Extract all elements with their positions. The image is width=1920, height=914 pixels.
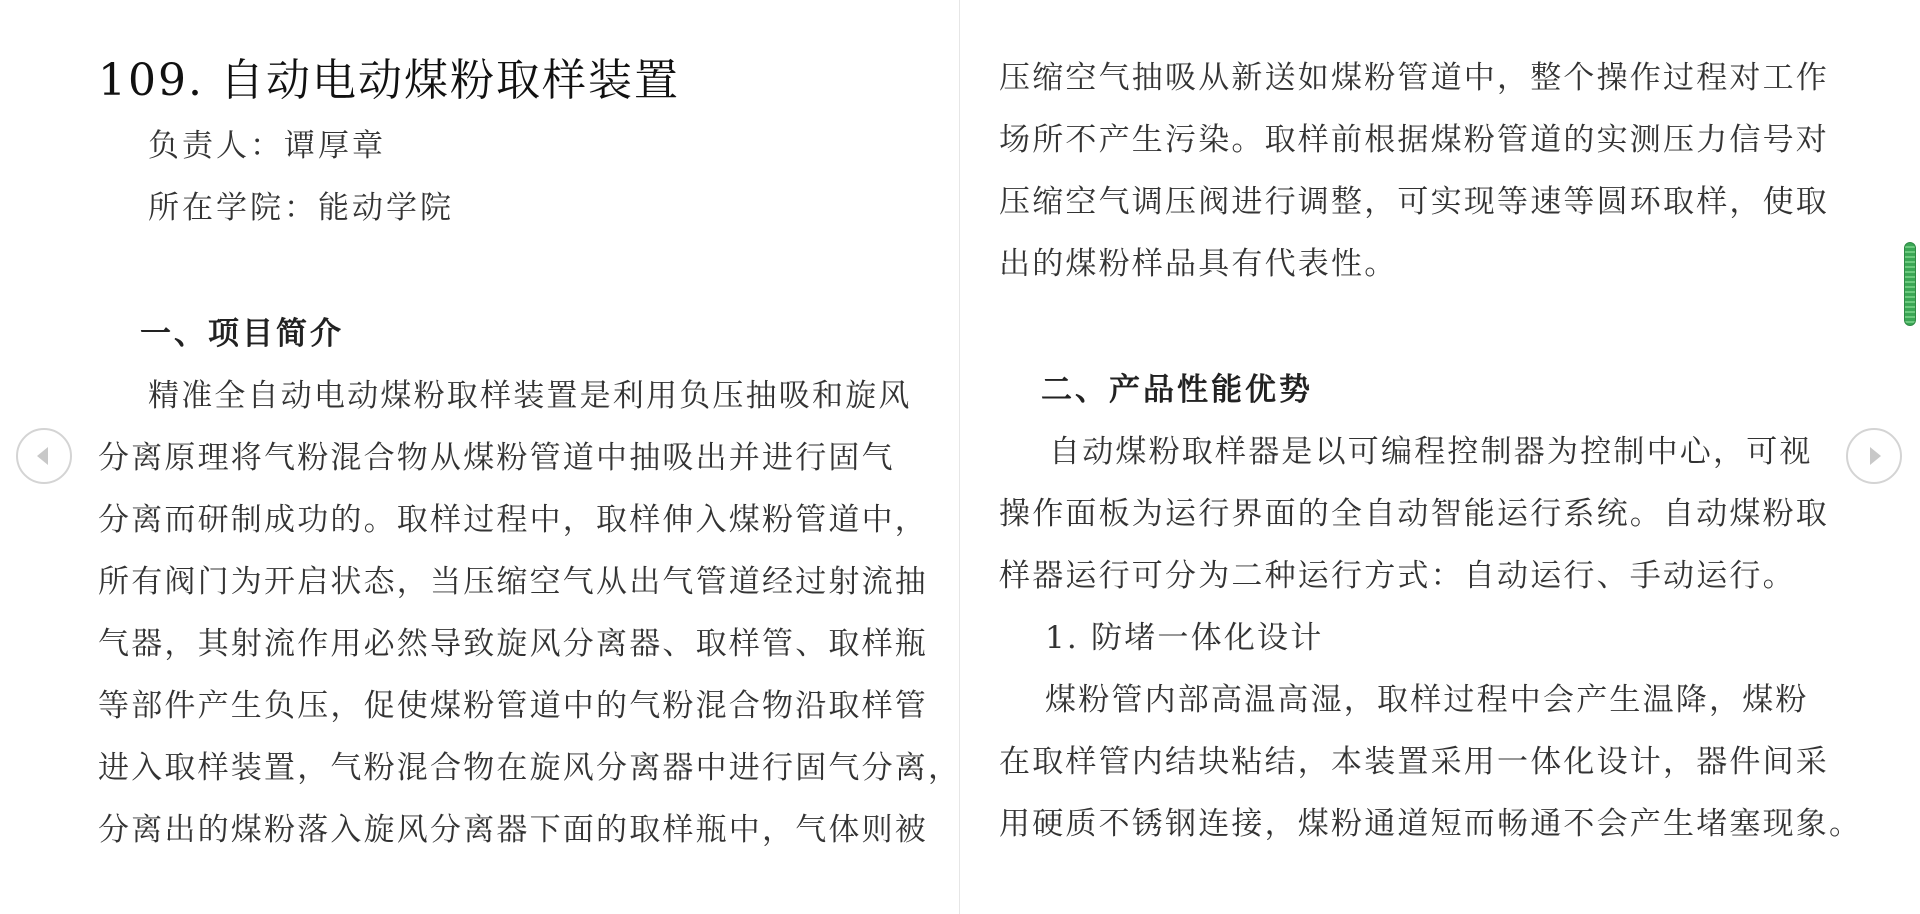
chevron-left-icon [18, 430, 70, 482]
right-page [961, 0, 1861, 914]
paragraph-line: 场所不产生污染。取样前根据煤粉管道的实测压力信号对 [999, 122, 1829, 158]
paragraph-line: 进入取样装置，气粉混合物在旋风分离器中进行固气分离， [98, 750, 962, 786]
paragraph-line: 所有阀门为开启状态，当压缩空气从出气管道经过射流抽 [98, 564, 928, 600]
paragraph-line: 分离而研制成功的。取样过程中，取样伸入煤粉管道中， [98, 502, 928, 538]
next-page-button[interactable] [1846, 428, 1902, 484]
section-heading-intro: 一、项目简介 [140, 316, 344, 352]
paragraph-line: 压缩空气调压阀进行调整，可实现等速等圆环取样，使取 [999, 184, 1829, 220]
project-school: 所在学院：能动学院 [148, 190, 454, 226]
section-heading-advantages: 二、产品性能优势 [1041, 372, 1313, 408]
paragraph-line: 等部件产生负压，促使煤粉管道中的气粉混合物沿取样管 [98, 688, 928, 724]
paragraph-line: 操作面板为运行界面的全自动智能运行系统。自动煤粉取 [999, 496, 1829, 532]
prev-page-button[interactable] [16, 428, 72, 484]
paragraph-line: 气器，其射流作用必然导致旋风分离器、取样管、取样瓶 [98, 626, 928, 662]
paragraph-line: 出的煤粉样品具有代表性。 [999, 246, 1398, 282]
project-owner: 负责人：谭厚章 [148, 128, 386, 164]
paragraph-line: 分离出的煤粉落入旋风分离器下面的取样瓶中，气体则被 [98, 812, 928, 848]
chevron-right-icon [1848, 430, 1900, 482]
left-page [60, 0, 960, 914]
page-title: 109. 自动电动煤粉取样装置 [98, 55, 680, 106]
paragraph-line: 在取样管内结块粘结，本装置采用一体化设计，器件间采 [999, 744, 1829, 780]
subsection-heading: 1. 防堵一体化设计 [1045, 620, 1324, 656]
paragraph-line: 用硬质不锈钢连接，煤粉通道短而畅通不会产生堵塞现象。 [999, 806, 1863, 842]
paragraph-line: 样器运行可分为二种运行方式：自动运行、手动运行。 [999, 558, 1796, 594]
paragraph-line: 精准全自动电动煤粉取样装置是利用负压抽吸和旋风 [148, 378, 912, 414]
scrollbar-thumb[interactable] [1904, 242, 1916, 326]
paragraph-line: 压缩空气抽吸从新送如煤粉管道中，整个操作过程对工作 [999, 60, 1829, 96]
paragraph-line: 分离原理将气粉混合物从煤粉管道中抽吸出并进行固气 [98, 440, 895, 476]
paragraph-line: 自动煤粉取样器是以可编程控制器为控制中心，可视 [1049, 434, 1813, 470]
paragraph-line: 煤粉管内部高温高湿，取样过程中会产生温降，煤粉 [1045, 682, 1809, 718]
